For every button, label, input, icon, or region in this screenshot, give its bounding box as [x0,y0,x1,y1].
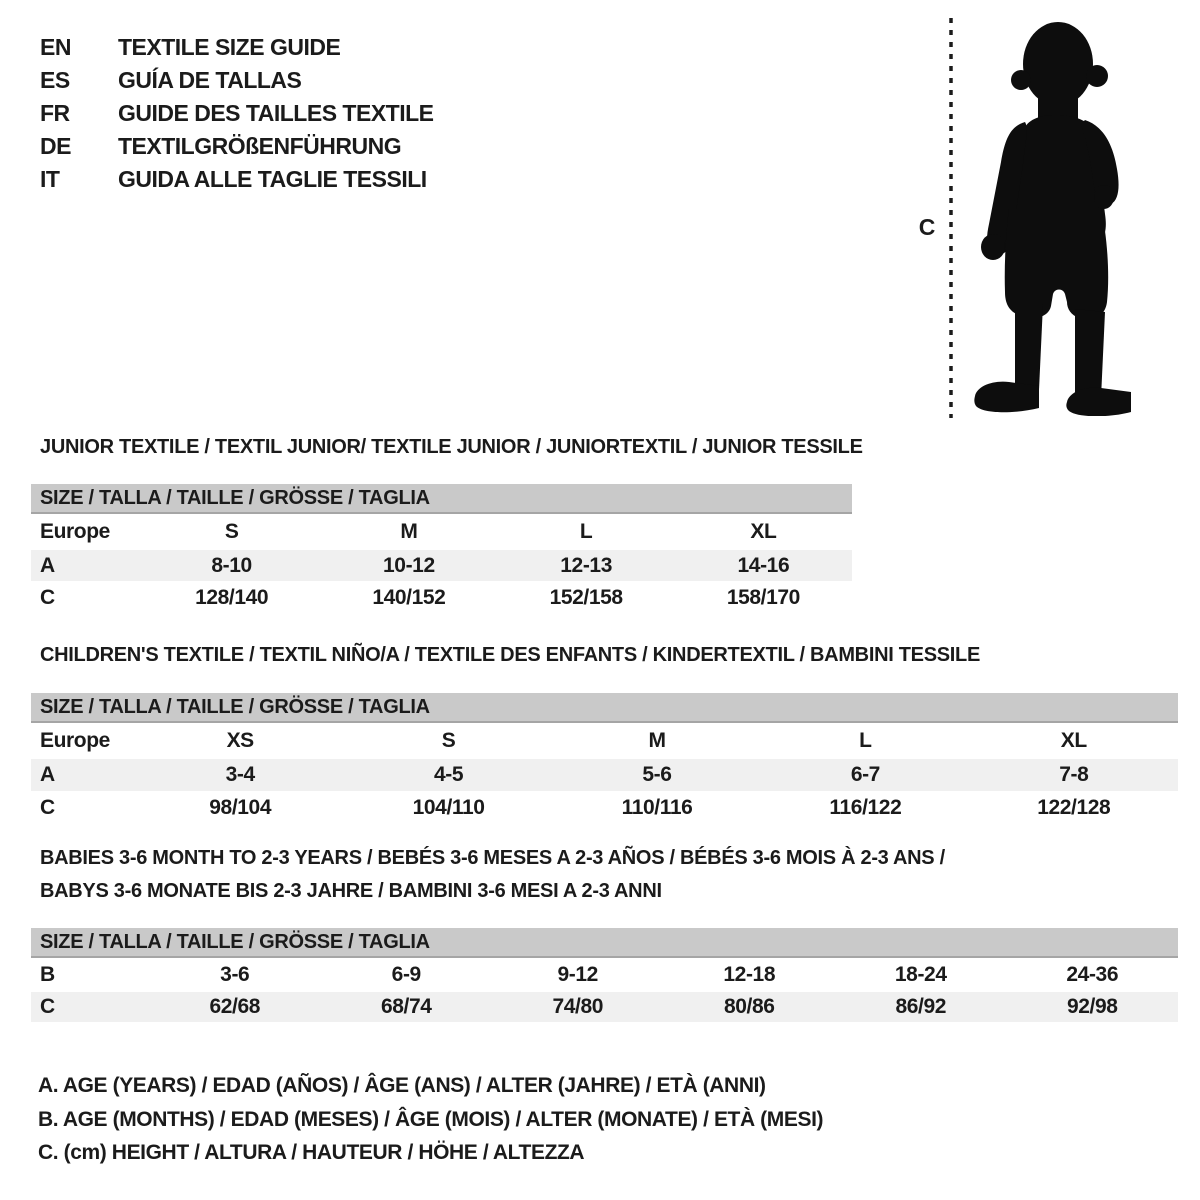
language-code: DE [40,133,71,159]
language-row [40,97,434,130]
size-cell: XL [750,520,777,543]
size-cell: 8-10 [211,553,252,577]
size-cell: 6-7 [850,763,880,786]
language-row [40,64,434,97]
babies-title-line1: BABIES 3-6 MONTH TO 2-3 YEARS / BEBÉS 3-6 MESES A 2-3 AÑOS / BÉBÉS 3-6 MOIS À 2-3 ANS / [40,847,945,869]
children-size-table [31,693,1178,825]
size-cell: 80/86 [723,995,775,1018]
size-row-b [31,958,1178,992]
size-cell: 12-13 [560,553,612,577]
height-measure-line [948,18,956,418]
size-cell: 24-36 [1066,963,1119,986]
language-title: TEXTILE SIZE GUIDE [118,34,341,60]
footnote-c: C. (cm) HEIGHT / ALTURA / HAUTEUR / HÖHE / ALTEZZA [38,1141,585,1164]
language-code: ES [40,67,70,93]
children-section-title: CHILDREN'S TEXTILE / TEXTIL NIÑO/A / TEXTILE DES ENFANTS / KINDERTEXTIL / BAMBINI TESSILE [40,644,980,666]
language-code: EN [40,34,71,60]
row-label: A [40,763,55,786]
size-cell: 98/104 [209,796,272,819]
size-table-header: SIZE / TALLA / TAILLE / GRÖSSE / TAGLIA [31,928,1178,958]
babies-title-line2: BABYS 3-6 MONATE BIS 2-3 JAHRE / BAMBINI 3-6 MESI A 2-3 ANNI [40,880,662,902]
size-cell: 128/140 [195,586,269,609]
size-cell: S [224,520,239,543]
size-row-europe [31,514,852,550]
size-row-c [31,791,1178,825]
size-row-europe [31,723,1178,759]
size-cell: XL [1060,729,1087,752]
size-row-c [31,992,1178,1022]
language-title: GUIDA ALLE TAGLIE TESSILI [118,166,427,192]
size-cell: M [400,520,418,543]
size-row-a [31,550,852,581]
size-row-a [31,759,1178,791]
size-cell: 6-9 [391,963,421,986]
row-label: C [40,995,55,1018]
height-measure-label: C [918,214,936,240]
row-label: Europe [40,520,110,543]
size-cell: 116/122 [829,796,902,819]
size-cell: 152/158 [549,586,623,609]
size-cell: S [441,729,456,752]
size-cell: L [859,729,872,752]
junior-size-table [31,484,852,615]
size-table-header: SIZE / TALLA / TAILLE / GRÖSSE / TAGLIA [31,693,1178,723]
size-cell: L [579,520,593,543]
size-cell: 12-18 [723,963,776,986]
size-cell: 158/170 [726,586,800,609]
size-cell: 9-12 [557,963,598,986]
size-cell: M [648,729,666,752]
size-cell: 68/74 [380,995,432,1018]
babies-section-title [40,842,945,908]
row-label: A [40,553,55,577]
toddler-silhouette-icon [963,14,1135,416]
size-cell: 7-8 [1059,763,1089,786]
babies-size-table [31,928,1178,1022]
size-cell: 3-6 [220,963,250,986]
size-cell: 5-6 [642,763,672,786]
size-cell: 86/92 [895,995,947,1018]
language-title: GUIDE DES TAILLES TEXTILE [118,100,434,126]
footnote-a: A. AGE (YEARS) / EDAD (AÑOS) / ÂGE (ANS) / ALTER (JAHRE) / ETÀ (ANNI) [38,1074,766,1097]
junior-section-title: JUNIOR TEXTILE / TEXTIL JUNIOR/ TEXTILE JUNIOR / JUNIORTEXTIL / JUNIOR TESSILE [40,436,863,458]
row-label: C [40,586,55,609]
size-cell: 62/68 [209,995,261,1018]
size-cell: 18-24 [894,963,947,986]
language-code: IT [40,166,60,192]
size-cell: 122/128 [1037,796,1111,819]
language-title: GUÍA DE TALLAS [118,67,302,93]
size-cell: XS [226,729,254,752]
language-row [40,163,434,196]
size-cell: 92/98 [1066,995,1118,1018]
size-cell: 140/152 [372,586,446,609]
row-label: B [40,963,55,986]
footnote-list [38,1069,823,1170]
size-table-header: SIZE / TALLA / TAILLE / GRÖSSE / TAGLIA [31,484,852,514]
language-code: FR [40,100,70,126]
language-row [40,31,434,64]
size-cell: 4-5 [434,763,464,786]
size-cell: 10-12 [383,553,435,577]
row-label: C [40,796,55,819]
row-label: Europe [40,729,110,752]
language-list [40,31,434,196]
size-cell: 3-4 [225,763,255,786]
size-cell: 74/80 [552,995,604,1018]
size-cell: 14-16 [737,553,790,577]
footnote-b: B. AGE (MONTHS) / EDAD (MESES) / ÂGE (MOIS) / ALTER (MONATE) / ETÀ (MESI) [38,1107,824,1131]
size-cell: 104/110 [412,796,485,819]
language-row [40,130,434,163]
language-title: TEXTILGRÖßENFÜHRUNG [118,133,402,159]
size-row-c [31,581,852,615]
size-cell: 110/116 [621,796,693,819]
